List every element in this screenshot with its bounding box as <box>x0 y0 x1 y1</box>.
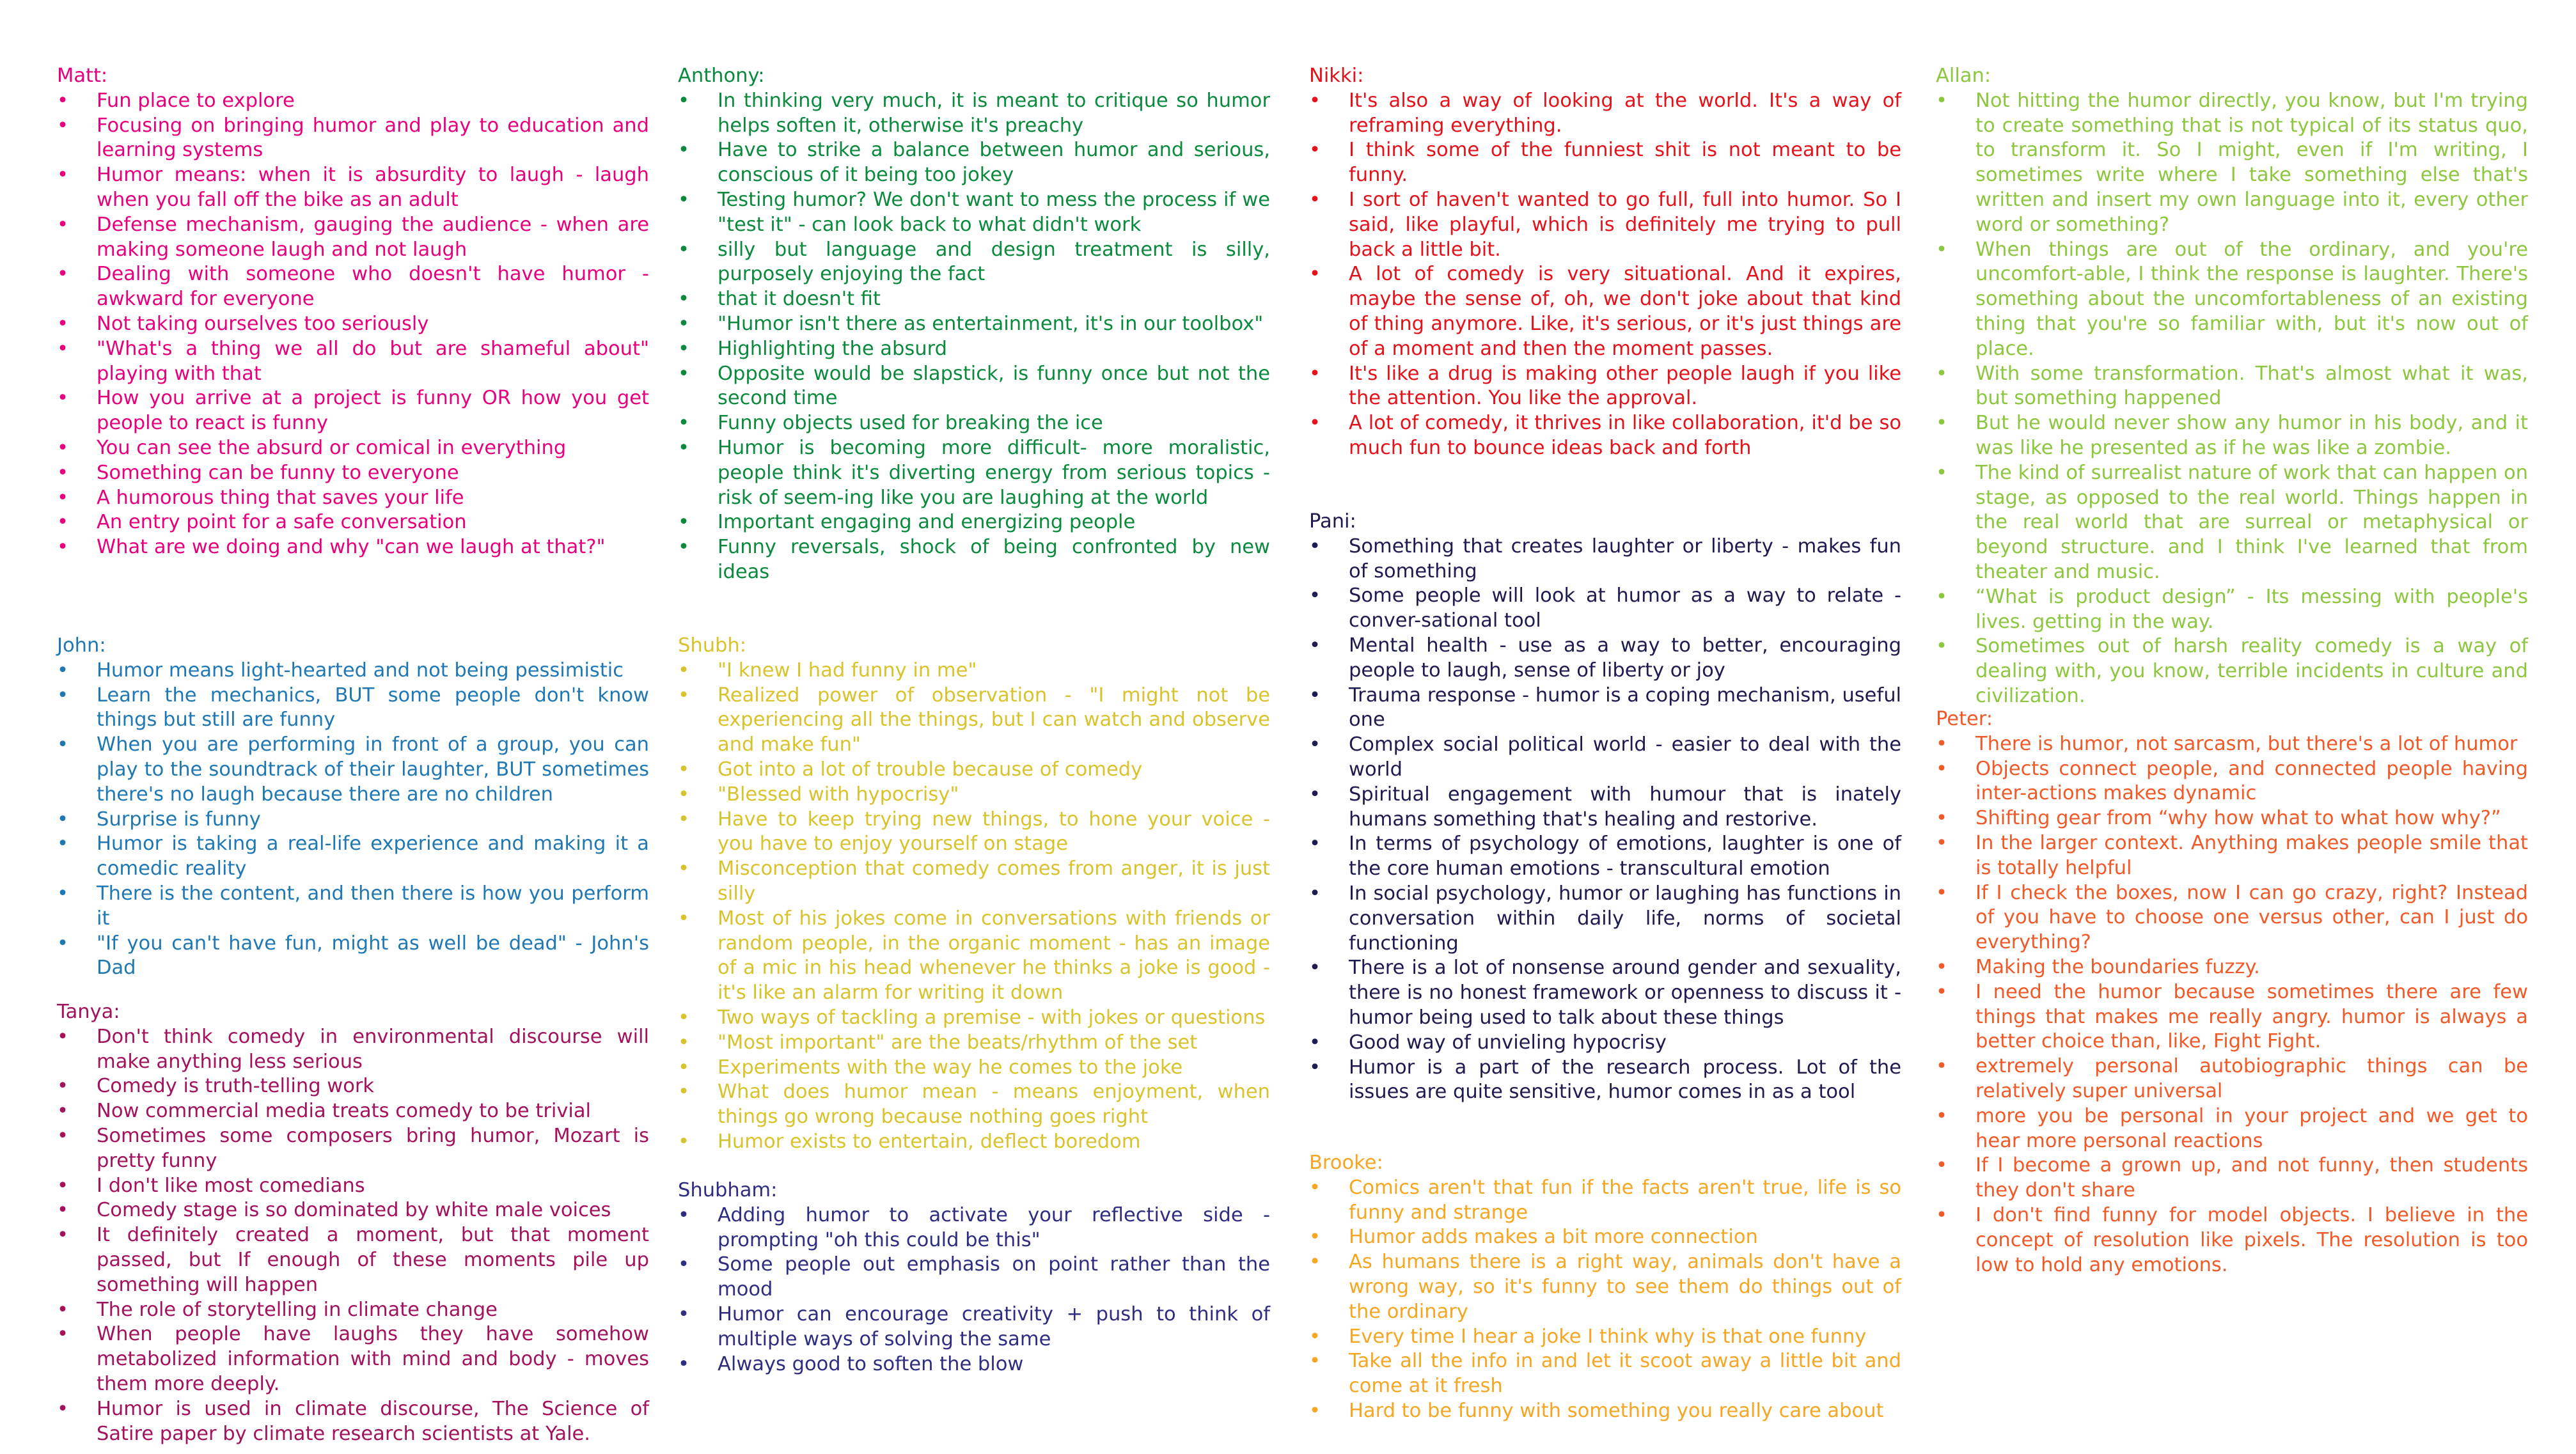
list-item: • Humor is taking a real-life experience and making it a comedic reality <box>57 832 649 882</box>
section-title: Nikki: <box>1309 65 1364 87</box>
list-item: • Focusing on bringing humor and play to education and learning systems <box>57 114 649 164</box>
section-john <box>57 634 649 981</box>
section-pani <box>1309 510 1901 1105</box>
section-title: Pani: <box>1309 510 1356 533</box>
list-item: • Experiments with the way he comes to the joke <box>678 1056 1270 1081</box>
section-tanya <box>57 1000 649 1446</box>
bullet-list <box>57 1025 649 1447</box>
list-item: • Comics aren't that fun if the facts aren't true, life is so funny and strange <box>1309 1176 1901 1226</box>
list-item: • Humor exists to entertain, deflect boredom <box>678 1130 1270 1155</box>
bullet-list <box>1309 1176 1901 1424</box>
list-item: • Comedy stage is so dominated by white male voices <box>57 1198 649 1223</box>
list-item: • Don't think comedy in environmental discourse will make anything less serious <box>57 1025 649 1075</box>
list-item: • Adding humor to activate your reflective side - prompting "oh this could be this" <box>678 1203 1270 1253</box>
list-item: • Important engaging and energizing people <box>678 510 1270 535</box>
list-item: • "Blessed with hypocrisy" <box>678 783 1270 808</box>
list-item: • Funny objects used for breaking the ice <box>678 411 1270 436</box>
list-item: • Comedy is truth-telling work <box>57 1074 649 1099</box>
section-title: Anthony: <box>678 65 765 87</box>
list-item: • There is a lot of nonsense around gender and sexuality, there is no honest framework or openness to discuss it - humor being used to talk about these things <box>1309 956 1901 1030</box>
list-item: • A lot of comedy is very situational. And it expires, maybe the sense of, oh, we don't joke about that kind of thing anymore. Like, it's serious, or it's just things are of a moment and then the moment passes. <box>1309 262 1901 361</box>
list-item: • Two ways of tackling a premise - with jokes or questions <box>678 1006 1270 1031</box>
list-item: • "Humor isn't there as entertainment, it's in our toolbox" <box>678 312 1270 337</box>
bullet-list <box>678 659 1270 1155</box>
list-item: • What are we doing and why "can we laugh at that?" <box>57 535 649 560</box>
list-item: • "If you can't have fun, might as well be dead" - John's Dad <box>57 932 649 981</box>
section-title: Shubham: <box>678 1179 778 1201</box>
list-item: • Always good to soften the blow <box>678 1352 1270 1377</box>
list-item: • Not hitting the humor directly, you know, but I'm trying to create something that is not typical of its status quo, to transform it. So I might, even if I'm writing, I sometimes write where I take something else that's written and insert my own language into it, every other word or something? <box>1936 89 2528 238</box>
list-item: • What does humor mean - means enjoyment, when things go wrong because nothing goes right <box>678 1080 1270 1130</box>
section-title: Brooke: <box>1309 1152 1383 1174</box>
list-item: • There is humor, not sarcasm, but there's a lot of humor <box>1936 732 2528 757</box>
section-title: Shubh: <box>678 634 746 657</box>
list-item: • Objects connect people, and connected people having inter-actions makes dynamic <box>1936 757 2528 807</box>
list-item: • Humor can encourage creativity + push to think of multiple ways of solving the same <box>678 1302 1270 1352</box>
list-item: • Have to strike a balance between humor and serious, conscious of it being too jokey <box>678 138 1270 188</box>
list-item: • Humor is becoming more difficult- more moralistic, people think it's diverting energy from serious topics - risk of seem-ing like you are laughing at the world <box>678 436 1270 510</box>
list-item: • Take all the info in and let it scoot away a little bit and come at it fresh <box>1309 1349 1901 1399</box>
list-item: • Good way of unvieling hypocrisy <box>1309 1031 1901 1056</box>
list-item: • Complex social political world - easier to deal with the world <box>1309 733 1901 783</box>
list-item: • I sort of haven't wanted to go full, full into humor. So I said, like playful, which is definitely me trying to pull back a little bit. <box>1309 188 1901 262</box>
list-item: • Testing humor? We don't want to mess the process if we "test it" - can look back to what didn't work <box>678 188 1270 238</box>
list-item: • In the larger context. Anything makes people smile that is totally helpful <box>1936 831 2528 881</box>
list-item: • Now commercial media treats comedy to be trivial <box>57 1099 649 1124</box>
list-item: • When you are performing in front of a group, you can play to the soundtrack of their laughter, BUT sometimes there's no laugh because there are no children <box>57 733 649 807</box>
list-item: • With some transformation. That's almost what it was, but something happened <box>1936 362 2528 412</box>
section-allan <box>1936 64 2528 709</box>
list-item: • Misconception that comedy comes from anger, it is just silly <box>678 857 1270 907</box>
list-item: • Sometimes out of harsh reality comedy is a way of dealing with, you know, terrible incidents in culture and civilization. <box>1936 634 2528 708</box>
list-item: • A humorous thing that saves your life <box>57 486 649 511</box>
list-item: • Surprise is funny <box>57 808 649 833</box>
list-item: • Spiritual engagement with humour that is inately humans something that's healing and restorive. <box>1309 783 1901 833</box>
section-title: John: <box>57 634 106 657</box>
bullet-list <box>57 659 649 981</box>
bullet-list <box>57 89 649 560</box>
list-item: • I think some of the funniest shit is not meant to be funny. <box>1309 138 1901 188</box>
list-item: • Funny reversals, shock of being confronted by new ideas <box>678 535 1270 585</box>
bullet-list <box>1309 89 1901 461</box>
list-item: • Mental health - use as a way to better, encouraging people to laugh, sense of liberty or joy <box>1309 634 1901 684</box>
list-item: • "What's a thing we all do but are shameful about" playing with that <box>57 337 649 387</box>
list-item: • An entry point for a safe conversation <box>57 510 649 535</box>
list-item: • Humor is used in climate discourse, The Science of Satire paper by climate research scientists at Yale. <box>57 1397 649 1447</box>
list-item: • When things are out of the ordinary, and you're uncomfort-able, I think the response is laughter. There's something about the uncomfortableness of an existing thing that you're so familiar with, but it's now out of place. <box>1936 238 2528 362</box>
list-item: • Dealing with someone who doesn't have humor - awkward for everyone <box>57 262 649 312</box>
list-item: • Trauma response - humor is a coping mechanism, useful one <box>1309 684 1901 733</box>
list-item: • Opposite would be slapstick, is funny once but not the second time <box>678 362 1270 412</box>
list-item: • If I become a grown up, and not funny, then students they don't share <box>1936 1153 2528 1203</box>
list-item: • Sometimes some composers bring humor, Mozart is pretty funny <box>57 1124 649 1174</box>
bullet-list <box>678 1203 1270 1377</box>
list-item: • In thinking very much, it is meant to critique so humor helps soften it, otherwise it's preachy <box>678 89 1270 139</box>
list-item: • I don't like most comedians <box>57 1174 649 1199</box>
section-title: Matt: <box>57 65 108 87</box>
section-brooke <box>1309 1151 1901 1424</box>
list-item: • The kind of surrealist nature of work that can happen on stage, as opposed to the real world. Things happen in the real world that are surreal or metaphysical or beyond structure. and I think I've learned that from theater and music. <box>1936 461 2528 585</box>
list-item: • Learn the mechanics, BUT some people don't know things but still are funny <box>57 684 649 733</box>
list-item: • It's like a drug is making other people laugh if you like the attention. You like the approval. <box>1309 362 1901 412</box>
list-item: • Humor means: when it is absurdity to laugh - laugh when you fall off the bike as an adult <box>57 163 649 213</box>
list-item: • You can see the absurd or comical in everything <box>57 436 649 461</box>
section-nikki <box>1309 64 1901 461</box>
list-item: • Humor means light-hearted and not being pessimistic <box>57 659 649 684</box>
section-shubh <box>678 634 1270 1155</box>
list-item: • "I knew I had funny in me" <box>678 659 1270 684</box>
bullet-list <box>678 89 1270 585</box>
list-item: • Making the boundaries fuzzy. <box>1936 955 2528 980</box>
list-item: • Defense mechanism, gauging the audience - when are making someone laugh and not laugh <box>57 213 649 263</box>
section-title: Peter: <box>1936 708 1993 730</box>
list-item: • Something that creates laughter or liberty - makes fun of something <box>1309 535 1901 584</box>
list-item: • extremely personal autobiographic things can be relatively super universal <box>1936 1054 2528 1104</box>
bullet-list <box>1936 732 2528 1278</box>
section-matt <box>57 64 649 560</box>
list-item: • Not taking ourselves too seriously <box>57 312 649 337</box>
list-item: • Humor is a part of the research process. Lot of the issues are quite sensitive, humor comes in as a tool <box>1309 1056 1901 1106</box>
list-item: • more you be personal in your project and we get to hear more personal reactions <box>1936 1104 2528 1154</box>
list-item: • Highlighting the absurd <box>678 337 1270 362</box>
list-item: • But he would never show any humor in his body, and it was like he presented as if he was like a zombie. <box>1936 411 2528 461</box>
list-item: • I don't find funny for model objects. I believe in the concept of resolution like pixels. The resolution is too low to hold any emotions. <box>1936 1203 2528 1278</box>
list-item: • Shifting gear from “why how what to what how why?” <box>1936 806 2528 831</box>
list-item: • How you arrive at a project is funny OR how you get people to react is funny <box>57 386 649 436</box>
list-item: • The role of storytelling in climate change <box>57 1298 649 1323</box>
list-item: • If I check the boxes, now I can go crazy, right? Instead of you have to choose one versus other, can I just do everything? <box>1936 881 2528 955</box>
section-shubham <box>678 1178 1270 1377</box>
list-item: • It's also a way of looking at the world. It's a way of reframing everything. <box>1309 89 1901 139</box>
list-item: • It definitely created a moment, but that moment passed, but If enough of these moments pile up something will happen <box>57 1223 649 1297</box>
section-anthony <box>678 64 1270 585</box>
list-item: • When people have laughs they have somehow metabolized information with mind and body - moves them more deeply. <box>57 1322 649 1396</box>
list-item: • Hard to be funny with something you really care about <box>1309 1399 1901 1424</box>
list-item: • Fun place to explore <box>57 89 649 114</box>
list-item: • Have to keep trying new things, to hone your voice - you have to enjoy yourself on stage <box>678 808 1270 857</box>
bullet-list <box>1936 89 2528 709</box>
bullet-list <box>1309 535 1901 1105</box>
list-item: • silly but language and design treatment is silly, purposely enjoying the fact <box>678 238 1270 288</box>
list-item: • "Most important" are the beats/rhythm of the set <box>678 1031 1270 1056</box>
list-item: • Humor adds makes a bit more connection <box>1309 1225 1901 1250</box>
list-item: • As humans there is a right way, animals don't have a wrong way, so it's funny to see them do things out of the ordinary <box>1309 1250 1901 1324</box>
list-item: • Some people will look at humor as a way to relate - conver-sational tool <box>1309 584 1901 634</box>
section-title: Tanya: <box>57 1001 120 1023</box>
list-item: • A lot of comedy, it thrives in like collaboration, it'd be so much fun to bounce ideas back and forth <box>1309 411 1901 461</box>
list-item: • Realized power of observation - "I might not be experiencing all the things, but I can watch and observe and make fun" <box>678 684 1270 758</box>
list-item: • In social psychology, humor or laughing has functions in conversation within daily life, norms of societal functioning <box>1309 882 1901 956</box>
list-item: • Every time I hear a joke I think why is that one funny <box>1309 1325 1901 1350</box>
list-item: • Got into a lot of trouble because of comedy <box>678 758 1270 783</box>
list-item: • Something can be funny to everyone <box>57 461 649 486</box>
section-title: Allan: <box>1936 65 1991 87</box>
list-item: • Most of his jokes come in conversations with friends or random people, in the organic moment - has an image of a mic in his head whenever he thinks a joke is good - it's like an alarm for writing it down <box>678 907 1270 1006</box>
list-item: • that it doesn't fit <box>678 287 1270 312</box>
list-item: • Some people out emphasis on point rather than the mood <box>678 1253 1270 1302</box>
list-item: • There is the content, and then there is how you perform it <box>57 882 649 932</box>
list-item: • “What is product design” - Its messing with people's lives. getting in the way. <box>1936 585 2528 635</box>
list-item: • In terms of psychology of emotions, laughter is one of the core human emotions - transcultural emotion <box>1309 832 1901 882</box>
section-peter <box>1936 707 2528 1278</box>
list-item: • I need the humor because sometimes there are few things that makes me really angry. humor is always a better choice than, like, Fight Fight. <box>1936 980 2528 1054</box>
